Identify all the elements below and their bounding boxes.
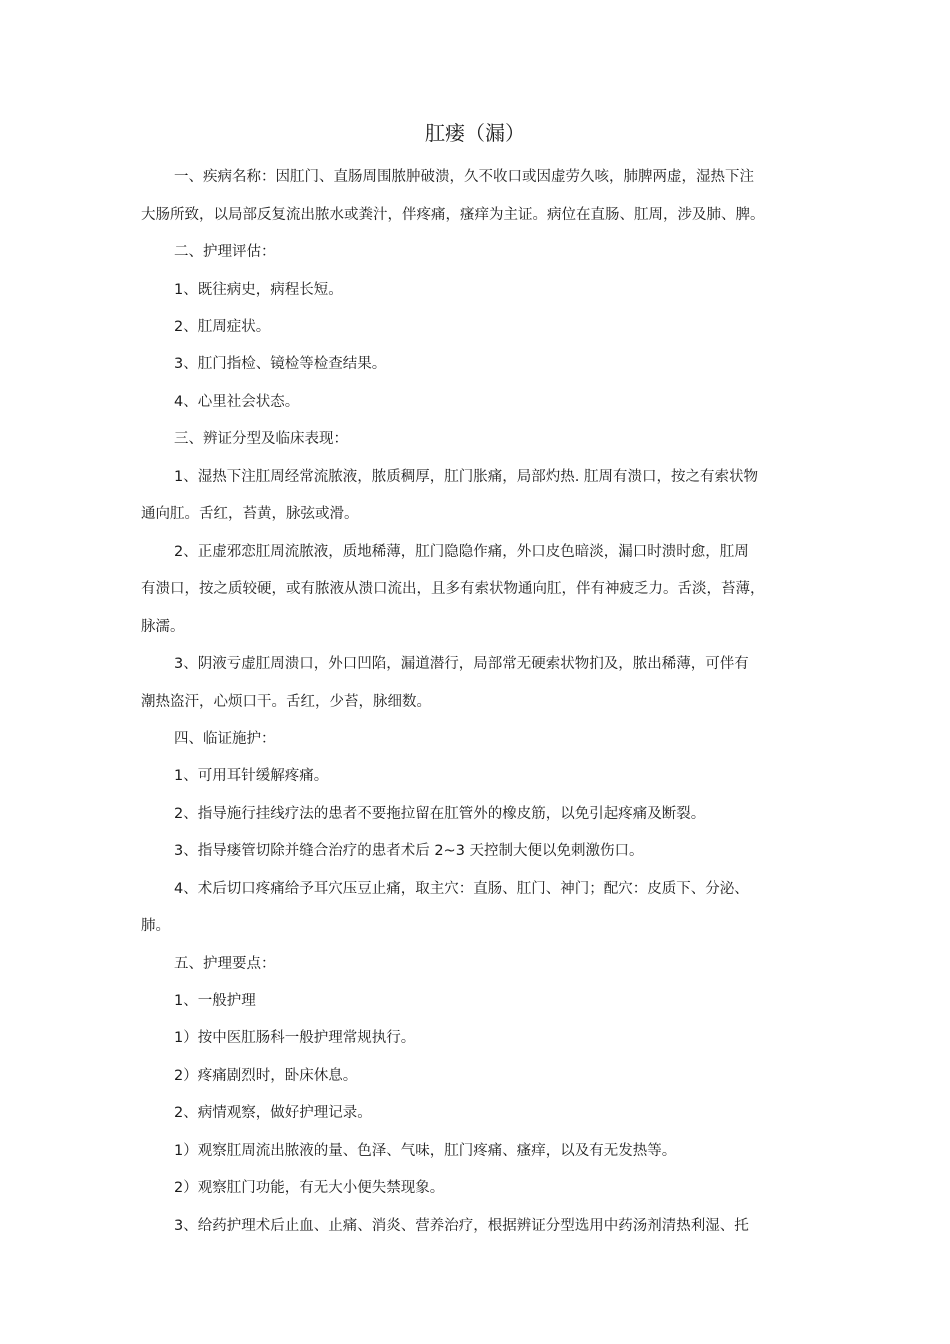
section4-heading: 四、临证施护：	[174, 731, 276, 747]
section3-para3-line2: 潮热盗汗，心烦口干。舌红，少苔，脉细数。	[141, 694, 431, 710]
section2-heading: 二、护理评估：	[174, 244, 276, 260]
section5-group3: 3、给药护理术后止血、止痛、消炎、营养治疗，根据辨证分型选用中药汤剂清热利湿、托	[174, 1218, 749, 1234]
section5-group2-sub2: 2）观察肛门功能，有无大小便失禁现象。	[174, 1180, 445, 1196]
section3-heading: 三、辨证分型及临床表现：	[174, 431, 348, 447]
section4-item4-line2: 肺。	[141, 918, 170, 934]
section3-para2-line1: 2、正虚邪恋肛周流脓液，质地稀薄，肛门隐隐作痛，外口皮色暗淡，漏口时溃时愈，肛周	[174, 544, 749, 560]
section4-item2: 2、指导施行挂线疗法的患者不要拖拉留在肛管外的橡皮筋，以免引起疼痛及断裂。	[174, 806, 706, 822]
section4-item4-line1: 4、术后切口疼痛给予耳穴压豆止痛，取主穴：直肠、肛门、神门；配穴：皮质下、分泌、	[174, 881, 749, 897]
section5-group2: 2、病情观察，做好护理记录。	[174, 1105, 372, 1121]
section3-para2-line2: 有溃口，按之质较硬，或有脓液从溃口流出，且多有索状物通向肛，伴有神疲乏力。舌淡，苔薄，	[141, 581, 765, 597]
section2-item: 2、肛周症状。	[174, 319, 271, 335]
section4-item1: 1、可用耳针缓解疼痛。	[174, 768, 329, 784]
section2-item: 3、肛门指检、镜检等检查结果。	[174, 356, 387, 372]
section3-para1-line2: 通向肛。舌红，苔黄，脉弦或滑。	[141, 506, 359, 522]
section1-line1: 一、疾病名称：因肛门、直肠周围脓肿破溃，久不收口或因虚劳久咳，肺脾两虚，湿热下注	[174, 169, 754, 185]
section2-item: 4、心里社会状态。	[174, 394, 300, 410]
page-title: 肛瘘（漏）	[425, 121, 525, 145]
section3-para1-line1: 1、湿热下注肛周经常流脓液，脓质稠厚，肛门胀痛，局部灼热. 肛周有溃口，按之有索状物	[174, 469, 758, 485]
section4-item3: 3、指导瘘管切除并缝合治疗的患者术后 2~3 天控制大便以免刺激伤口。	[174, 843, 644, 859]
section1-line2: 大肠所致，以局部反复流出脓水或粪汁，伴疼痛，瘙痒为主证。病位在直肠、肛周，涉及肺、脾。	[141, 207, 765, 223]
section5-heading: 五、护理要点：	[174, 956, 276, 972]
section3-para2-line3: 脉濡。	[141, 619, 185, 635]
section5-group1-sub1: 1）按中医肛肠科一般护理常规执行。	[174, 1030, 416, 1046]
section2-item: 1、既往病史，病程长短。	[174, 282, 343, 298]
section3-para3-line1: 3、阴液亏虚肛周溃口，外口凹陷，漏道潜行，局部常无硬索状物扪及，脓出稀薄，可伴有	[174, 656, 749, 672]
section5-group1-sub2: 2）疼痛剧烈时，卧床休息。	[174, 1068, 358, 1084]
section5-group2-sub1: 1）观察肛周流出脓液的量、色泽、气味，肛门疼痛、瘙痒，以及有无发热等。	[174, 1143, 677, 1159]
section5-group1: 1、一般护理	[174, 993, 256, 1009]
